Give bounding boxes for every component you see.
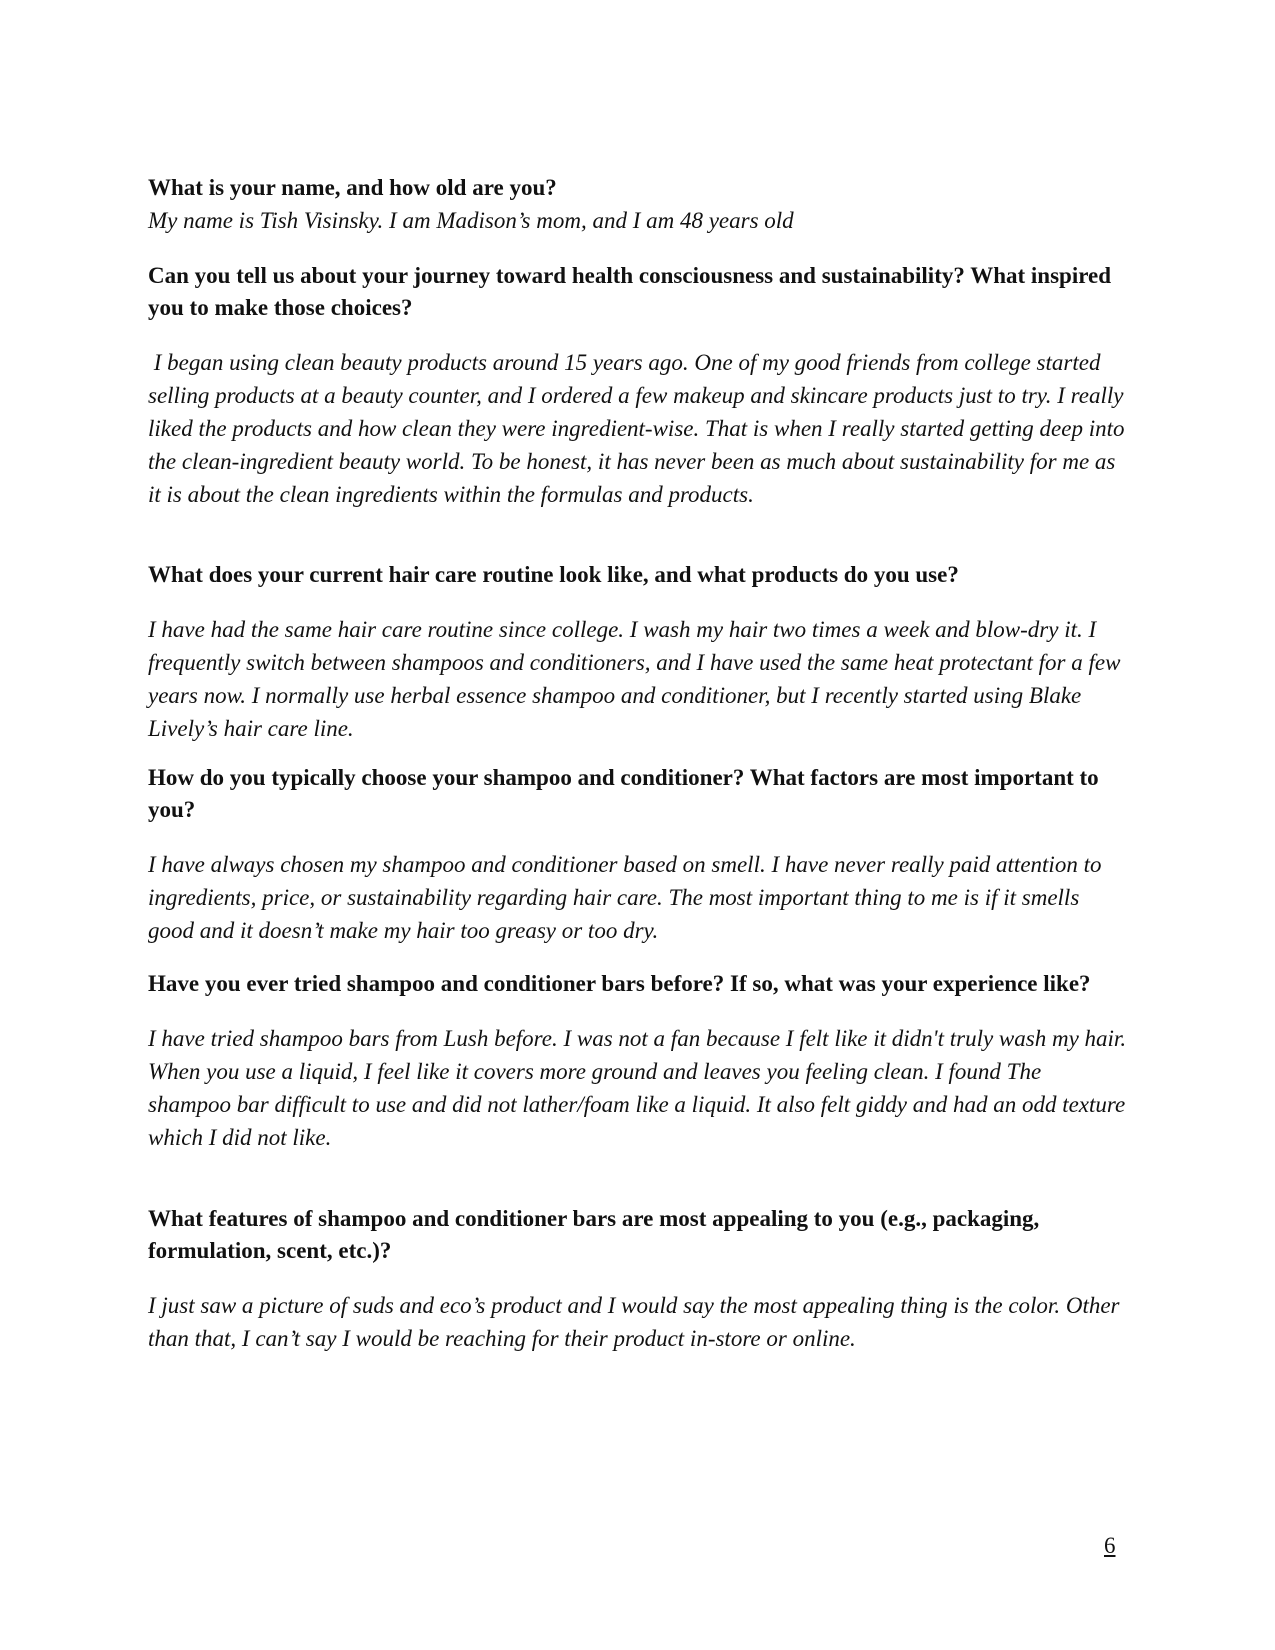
qa-block-choosing-products	[148, 762, 1128, 947]
page-number: 6	[1104, 1533, 1116, 1558]
question-heading: Have you ever tried shampoo and conditioner bars before? If so, what was your experience like?	[148, 971, 1091, 996]
question-heading: How do you typically choose your shampoo and conditioner? What factors are most important to you?	[148, 765, 1099, 822]
question-heading: What is your name, and how old are you?	[148, 175, 557, 200]
answer-text: My name is Tish Visinsky. I am Madison’s mom, and I am 48 years old	[148, 208, 794, 233]
question-heading: What does your current hair care routine look like, and what products do you use?	[148, 562, 959, 587]
answer-text: I have tried shampoo bars from Lush before. I was not a fan because I felt like it didn't truly wash my hair. When you use a liquid, I feel like it covers more ground and leaves you feeling clean. I found The shampoo bar difficult to use and did not lather/foam like a liquid. It also felt giddy and had an odd texture which I did not like.	[148, 1026, 1127, 1150]
answer-text: I have had the same hair care routine since college. I wash my hair two times a week and blow-dry it. I frequently switch between shampoos and conditioners, and I have used the same heat protectant for a few years now. I normally use herbal essence shampoo and conditioner, but I recently started using Blake Lively’s hair care line.	[148, 617, 1121, 741]
qa-block-journey	[148, 260, 1131, 511]
answer-text: I just saw a picture of suds and eco’s product and I would say the most appealing thing is the color. Other than that, I can’t say I would be reaching for their product in-store or online.	[148, 1293, 1120, 1351]
question-heading: Can you tell us about your journey toward health consciousness and sustainability? What inspired you to make those choices?	[148, 263, 1112, 320]
qa-block-appealing-features	[148, 1203, 1128, 1355]
answer-text: I began using clean beauty products around 15 years ago. One of my good friends from college started selling products at a beauty counter, and I ordered a few makeup and skincare products just to try. I really liked the products and how clean they were ingredient-wise. That is when I really started getting deep into the clean-ingredient beauty world. To be honest, it has never been as much about sustainability for me as it is about the clean ingredients within the formulas and products.	[148, 350, 1131, 507]
answer-text: I have always chosen my shampoo and conditioner based on smell. I have never really paid attention to ingredients, price, or sustainability regarding hair care. The most important thing to me is if it smells good and it doesn’t make my hair too greasy or too dry.	[148, 852, 1102, 943]
qa-block-bars-experience	[148, 968, 1128, 1154]
qa-block-name-age	[148, 172, 1128, 237]
question-heading: What features of shampoo and conditioner bars are most appealing to you (e.g., packaging, formulation, scent, etc.)?	[148, 1206, 1040, 1263]
qa-block-hair-routine	[148, 559, 1128, 745]
